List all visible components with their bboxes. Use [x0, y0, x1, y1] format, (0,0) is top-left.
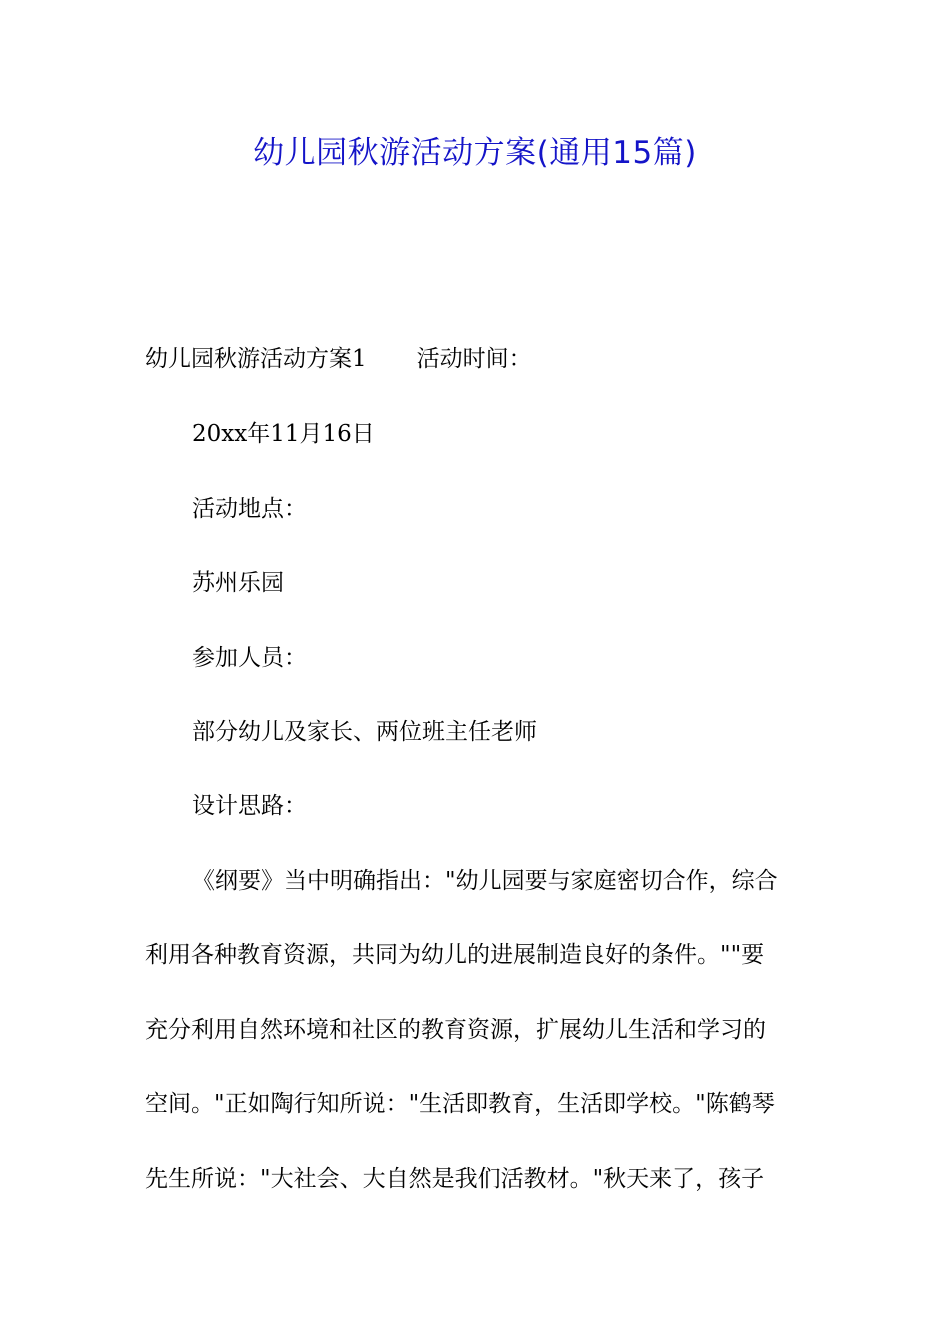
design-label: 设计思路： — [192, 793, 307, 819]
place-label: 活动地点： — [192, 496, 307, 522]
paragraph-line: 利用各种教育资源，共同为幼儿的进展制造良好的条件。""要 — [145, 942, 765, 968]
paragraph-line: 先生所说："大社会、大自然是我们活教材。"秋天来了，孩子 — [145, 1166, 765, 1192]
participants-text: 部分幼儿及家长、两位班主任老师 — [192, 719, 537, 745]
section-heading-line — [145, 344, 532, 374]
paragraph-line: 空间。"正如陶行知所说："生活即教育，生活即学校。"陈鹤琴 — [145, 1091, 775, 1117]
paragraph-line: 《纲要》当中明确指出："幼儿园要与家庭密切合作，综合 — [192, 868, 778, 894]
time-label: 活动时间： — [416, 346, 532, 372]
document-title: 幼儿园秋游活动方案(通用15篇) — [253, 135, 697, 171]
participants-label: 参加人员： — [192, 645, 307, 671]
paragraph-line: 充分利用自然环境和社区的教育资源，扩展幼儿生活和学习的 — [145, 1017, 766, 1043]
activity-date: 20xx年11月16日 — [192, 421, 375, 447]
section-heading: 幼儿园秋游活动方案1 — [145, 346, 367, 372]
activity-place: 苏州乐园 — [192, 570, 284, 596]
